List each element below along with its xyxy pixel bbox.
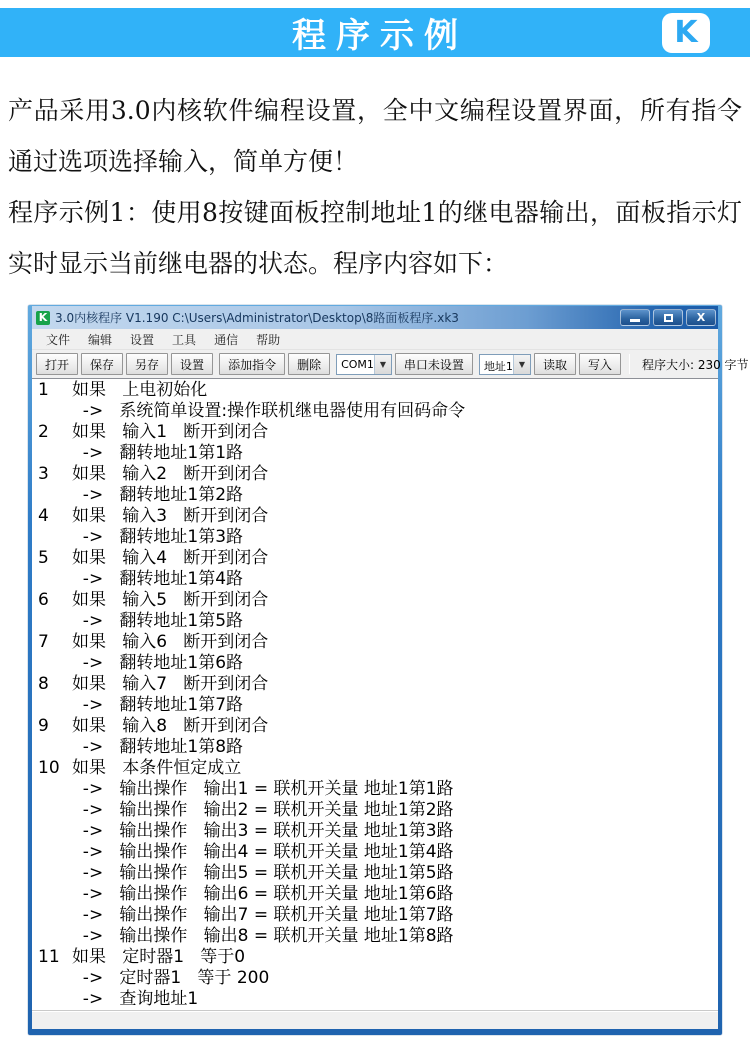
program-line[interactable] bbox=[32, 716, 716, 737]
program-line-number: 2 bbox=[38, 422, 49, 442]
program-line-number bbox=[32, 485, 72, 506]
program-line-number bbox=[32, 989, 72, 1010]
toolbar bbox=[32, 350, 749, 378]
program-line-number: 6 bbox=[38, 590, 49, 610]
chevron-down-icon[interactable]: ▼ bbox=[374, 355, 391, 374]
delete-button[interactable]: 删除 bbox=[288, 353, 330, 375]
program-size-label: 程序大小: 230 字节 bbox=[641, 357, 749, 372]
program-line-number bbox=[32, 569, 72, 590]
program-line[interactable] bbox=[32, 758, 716, 779]
program-line-number: 1 bbox=[38, 380, 49, 400]
program-line-text: 如果 输入5 断开到闭合 bbox=[72, 590, 269, 610]
program-line[interactable] bbox=[32, 506, 716, 527]
program-line[interactable] bbox=[32, 863, 716, 884]
menu-bar bbox=[32, 329, 718, 350]
program-line-text: 如果 输入2 断开到闭合 bbox=[72, 464, 269, 484]
page-title: 程序示例 bbox=[292, 16, 468, 56]
program-line[interactable] bbox=[32, 737, 716, 758]
program-line[interactable] bbox=[32, 569, 716, 590]
program-line[interactable] bbox=[32, 422, 716, 443]
open-button[interactable]: 打开 bbox=[36, 353, 78, 375]
program-line-text: 如果 本条件恒定成立 bbox=[72, 758, 242, 778]
program-line-number bbox=[32, 737, 72, 758]
program-line[interactable] bbox=[32, 842, 716, 863]
program-line[interactable] bbox=[32, 884, 716, 905]
program-line[interactable] bbox=[32, 632, 716, 653]
program-line-text: -> 翻转地址1第2路 bbox=[72, 485, 244, 505]
program-line-number bbox=[32, 884, 72, 905]
program-line-text: 如果 输入6 断开到闭合 bbox=[72, 632, 269, 652]
program-line-number bbox=[32, 968, 72, 989]
serial-not-set-button[interactable]: 串口未设置 bbox=[395, 353, 473, 375]
program-line-text: 如果 上电初始化 bbox=[72, 380, 208, 400]
program-line-text: 如果 输入8 断开到闭合 bbox=[72, 716, 269, 736]
brand-logo-icon bbox=[662, 13, 710, 53]
brand-logo-letter: K bbox=[674, 15, 698, 50]
program-line[interactable] bbox=[32, 821, 716, 842]
program-line-text: -> 输出操作 输出2 = 联机开关量 地址1第2路 bbox=[72, 800, 454, 820]
program-line[interactable] bbox=[32, 485, 716, 506]
program-line-number bbox=[32, 443, 72, 464]
program-line-text: -> 翻转地址1第8路 bbox=[72, 737, 244, 757]
close-button[interactable] bbox=[686, 309, 716, 326]
menu-item-3[interactable]: 工具 bbox=[172, 332, 197, 347]
program-line-text: -> 翻转地址1第1路 bbox=[72, 443, 244, 463]
program-line[interactable] bbox=[32, 464, 716, 485]
close-icon: X bbox=[696, 311, 706, 324]
program-line-text: -> 翻转地址1第7路 bbox=[72, 695, 244, 715]
menu-item-1[interactable]: 编辑 bbox=[88, 332, 113, 347]
program-line-number bbox=[32, 926, 72, 947]
program-line-text: -> 输出操作 输出1 = 联机开关量 地址1第1路 bbox=[72, 779, 454, 799]
app-icon bbox=[36, 311, 50, 325]
program-line-number: 11 bbox=[38, 947, 60, 967]
program-line-number bbox=[32, 842, 72, 863]
program-line-text: -> 输出操作 输出4 = 联机开关量 地址1第4路 bbox=[72, 842, 454, 862]
program-line[interactable] bbox=[32, 674, 716, 695]
program-line-number: 5 bbox=[38, 548, 49, 568]
maximize-icon bbox=[664, 314, 673, 322]
program-listing bbox=[32, 378, 718, 1011]
program-line[interactable] bbox=[32, 443, 716, 464]
program-line-number bbox=[32, 695, 72, 716]
page-banner bbox=[0, 8, 750, 57]
program-line-text: 如果 输入3 断开到闭合 bbox=[72, 506, 269, 526]
write-button[interactable]: 写入 bbox=[579, 353, 621, 375]
app-window bbox=[28, 305, 749, 1035]
menu-item-5[interactable]: 帮助 bbox=[256, 332, 281, 347]
program-line[interactable] bbox=[32, 611, 716, 632]
program-line[interactable] bbox=[32, 527, 716, 548]
program-line-text: 如果 输入7 断开到闭合 bbox=[72, 674, 269, 694]
save-button[interactable]: 保存 bbox=[81, 353, 123, 375]
program-line-text: 如果 定时器1 等于0 bbox=[72, 947, 246, 967]
program-line[interactable] bbox=[32, 548, 716, 569]
program-line-number bbox=[32, 905, 72, 926]
program-line-number bbox=[32, 401, 72, 422]
program-line-text: -> 输出操作 输出7 = 联机开关量 地址1第7路 bbox=[72, 905, 454, 925]
program-line-number bbox=[32, 800, 72, 821]
menu-item-4[interactable]: 通信 bbox=[214, 332, 239, 347]
program-line[interactable] bbox=[32, 590, 716, 611]
program-line[interactable] bbox=[32, 653, 716, 674]
program-line-text: -> 翻转地址1第5路 bbox=[72, 611, 244, 631]
program-line-number bbox=[32, 863, 72, 884]
minimize-button[interactable] bbox=[620, 309, 650, 326]
program-line-text: -> 查询地址1 bbox=[72, 989, 199, 1009]
intro-text bbox=[8, 85, 742, 289]
program-line[interactable] bbox=[32, 947, 716, 968]
program-line[interactable] bbox=[32, 989, 716, 1010]
program-line-number: 8 bbox=[38, 674, 49, 694]
address-select-value: 地址1 bbox=[483, 359, 513, 373]
app-icon-letter: K bbox=[38, 310, 48, 324]
address-select[interactable] bbox=[479, 354, 531, 375]
program-line-number bbox=[32, 653, 72, 674]
program-line-number bbox=[32, 527, 72, 548]
program-line-text: 如果 输入1 断开到闭合 bbox=[72, 422, 269, 442]
program-line-number: 10 bbox=[38, 758, 60, 778]
program-line-number: 3 bbox=[38, 464, 49, 484]
window-controls bbox=[620, 309, 716, 326]
program-line-text: -> 输出操作 输出8 = 联机开关量 地址1第8路 bbox=[72, 926, 454, 946]
program-line-number bbox=[32, 821, 72, 842]
save-as-button[interactable]: 另存 bbox=[126, 353, 168, 375]
program-line[interactable] bbox=[32, 401, 716, 422]
program-line-text: -> 定时器1 等于 200 bbox=[72, 968, 270, 988]
window-title: 3.0内核程序 V1.190 C:\Users\Administrator\Desktop\8路面板程序.xk3 bbox=[55, 311, 459, 325]
program-line-number: 4 bbox=[38, 506, 49, 526]
program-line[interactable] bbox=[32, 905, 716, 926]
program-line-text: -> 输出操作 输出6 = 联机开关量 地址1第6路 bbox=[72, 884, 454, 904]
maximize-button[interactable] bbox=[653, 309, 683, 326]
program-line-text: -> 翻转地址1第6路 bbox=[72, 653, 244, 673]
add-instruction-button[interactable]: 添加指令 bbox=[219, 353, 285, 375]
program-line-text: -> 系统简单设置:操作联机继电器使用有回码命令 bbox=[72, 401, 466, 421]
program-line-text: -> 输出操作 输出3 = 联机开关量 地址1第3路 bbox=[72, 821, 454, 841]
program-line[interactable] bbox=[32, 926, 716, 947]
intro-paragraph-1: 产品采用3.0内核软件编程设置，全中文编程设置界面，所有指令通过选项选择输入，简单方便！ bbox=[8, 96, 742, 176]
program-line-text: 如果 输入4 断开到闭合 bbox=[72, 548, 269, 568]
program-line[interactable] bbox=[32, 380, 716, 401]
status-bar bbox=[32, 1011, 718, 1029]
read-button[interactable]: 读取 bbox=[534, 353, 576, 375]
com-port-select-value: COM1 bbox=[341, 357, 374, 371]
intro-paragraph-2: 程序示例1：使用8按键面板控制地址1的继电器输出，面板指示灯实时显示当前继电器的状态。程序内容如下： bbox=[8, 198, 742, 278]
program-line-number bbox=[32, 779, 72, 800]
com-port-select[interactable] bbox=[336, 354, 392, 375]
menu-item-2[interactable]: 设置 bbox=[130, 332, 155, 347]
menu-item-0[interactable]: 文件 bbox=[46, 332, 71, 347]
program-line-text: -> 翻转地址1第3路 bbox=[72, 527, 244, 547]
program-line-text: -> 翻转地址1第4路 bbox=[72, 569, 244, 589]
chevron-down-icon[interactable]: ▼ bbox=[513, 355, 530, 374]
program-line[interactable] bbox=[32, 779, 716, 800]
program-line[interactable] bbox=[32, 800, 716, 821]
program-line-number: 9 bbox=[38, 716, 49, 736]
program-line[interactable] bbox=[32, 968, 716, 989]
program-line-number: 7 bbox=[38, 632, 49, 652]
program-line[interactable] bbox=[32, 695, 716, 716]
minimize-icon bbox=[630, 319, 640, 322]
window-titlebar[interactable] bbox=[32, 306, 718, 329]
program-line-number bbox=[32, 611, 72, 632]
toolbar-separator bbox=[629, 354, 630, 374]
settings-button[interactable]: 设置 bbox=[171, 353, 213, 375]
program-line-text: -> 输出操作 输出5 = 联机开关量 地址1第5路 bbox=[72, 863, 454, 883]
